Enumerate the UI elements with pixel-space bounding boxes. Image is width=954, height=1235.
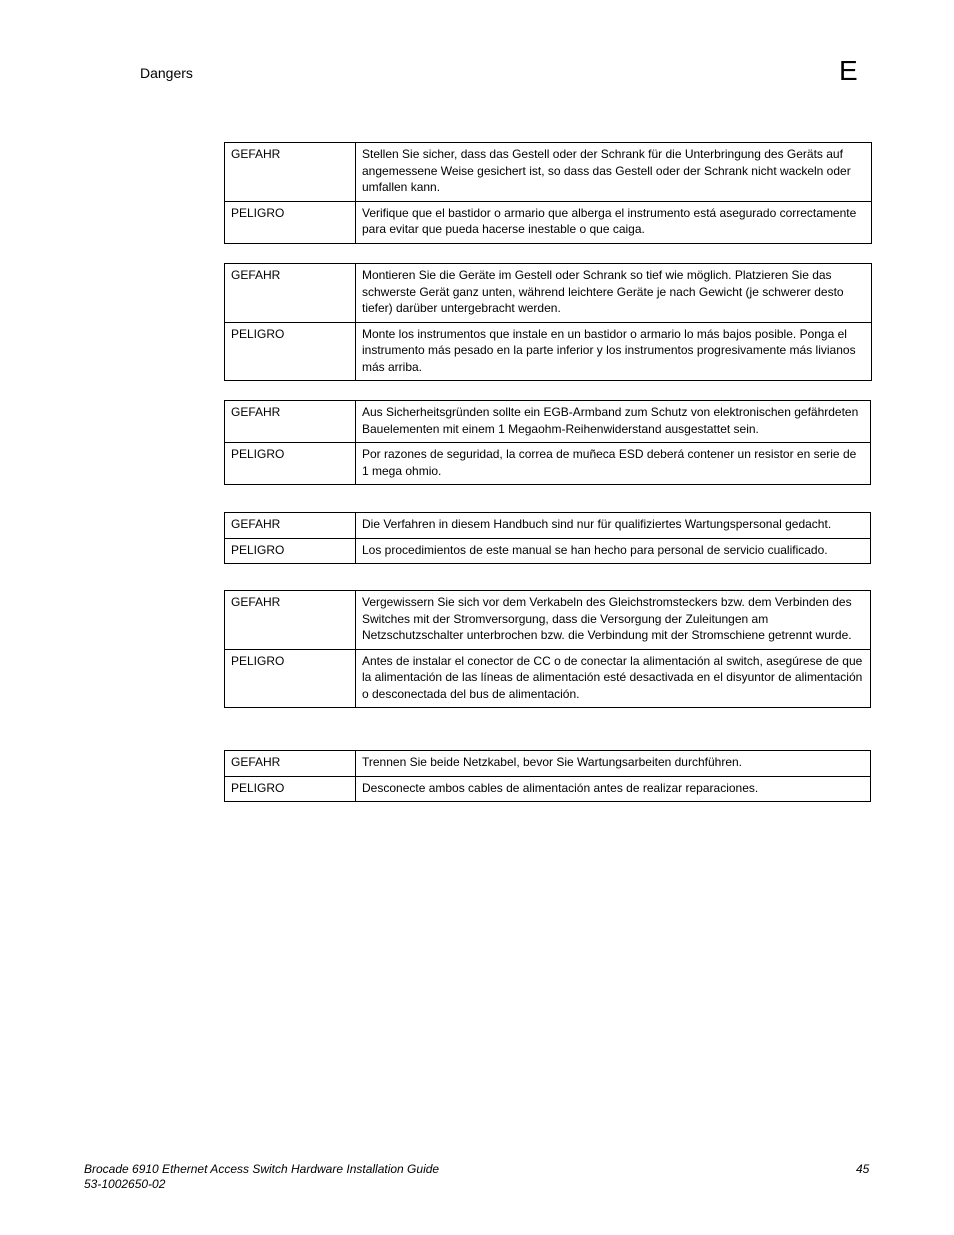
footer-doc-info [84,1162,439,1192]
table-row [225,264,872,323]
danger-text-de: Trennen Sie beide Netzkabel, bevor Sie Wartungsarbeiten durchführen. [356,751,871,777]
danger-label-gefahr: GEFAHR [225,401,356,443]
danger-text-de: Vergewissern Sie sich vor dem Verkabeln des Gleichstromsteckers bzw. dem Verbinden des Switches mit der Stromversorgung, dass die Versorgung der Zuleitungen am Netzschutzschalter unterbrochen bzw. die Verbindung mit der Stromschiene getrennt wurde. [356,591,871,650]
table-row [225,513,871,539]
danger-text-es: Verifique que el bastidor o armario que alberga el instrumento está asegurado correctamente para evitar que pueda hacerse inestable o que caiga. [356,201,872,243]
danger-table-power-cords [224,750,871,802]
danger-label-peligro: PELIGRO [225,649,356,708]
danger-text-de: Aus Sicherheitsgründen sollte ein EGB-Armband zum Schutz von elektronischen gefährdeten Bauelementen mit einem 1 Megaohm-Reihenwiderstand ausgestattet sein. [356,401,871,443]
danger-label-peligro: PELIGRO [225,538,356,564]
table-row [225,143,872,202]
danger-label-gefahr: GEFAHR [225,264,356,323]
table-row [225,322,872,381]
footer-doc-number: 53-1002650-02 [84,1177,166,1191]
danger-table-rack-secure [224,142,872,244]
table-row [225,776,871,802]
appendix-letter: E [839,55,858,86]
table-row [225,538,871,564]
danger-label-gefahr: GEFAHR [225,751,356,777]
danger-text-es: Antes de instalar el conector de CC o de conectar la alimentación al switch, asegúrese de que la alimentación de las líneas de alimentación esté desactivada en el disyuntor de alimentación o desconectada del bus de alimentación. [356,649,871,708]
table-row [225,649,871,708]
danger-label-peligro: PELIGRO [225,322,356,381]
danger-label-gefahr: GEFAHR [225,143,356,202]
danger-label-peligro: PELIGRO [225,776,356,802]
danger-table-rack-mounting [224,263,872,381]
page-number: 45 [856,1162,870,1176]
footer-guide-title: Brocade 6910 Ethernet Access Switch Hardware Installation Guide [84,1162,440,1176]
table-row [225,443,871,485]
table-row [225,751,871,777]
table-row [225,401,871,443]
danger-text-es: Los procedimientos de este manual se han hecho para personal de servicio cualificado. [356,538,871,564]
danger-table-dc-power [224,590,871,708]
danger-label-peligro: PELIGRO [225,443,356,485]
danger-text-es: Monte los instrumentos que instale en un bastidor o armario lo más bajos posible. Ponga el instrumento más pesado en la parte inferior y los instrumentos progresivamente más livianos más arriba. [356,322,872,381]
table-row [225,201,872,243]
danger-text-es: Por razones de seguridad, la correa de muñeca ESD deberá contener un resistor en serie de 1 mega ohmio. [356,443,871,485]
danger-text-de: Montieren Sie die Geräte im Gestell oder Schrank so tief wie möglich. Platzieren Sie das schwerste Gerät ganz unten, während leichtere Geräte je nach Gewicht (je schwerer desto tiefer) darüber untergebracht werden. [356,264,872,323]
danger-text-de: Stellen Sie sicher, dass das Gestell oder der Schrank für die Unterbringung des Geräts auf angemessene Weise gesichert ist, so dass das Gestell oder der Schrank nicht wackeln oder umfallen kann. [356,143,872,202]
section-title: Dangers [140,65,193,81]
danger-text-es: Desconecte ambos cables de alimentación antes de realizar reparaciones. [356,776,871,802]
danger-table-esd-strap [224,400,871,485]
danger-label-peligro: PELIGRO [225,201,356,243]
danger-label-gefahr: GEFAHR [225,513,356,539]
danger-label-gefahr: GEFAHR [225,591,356,650]
danger-table-qualified-personnel [224,512,871,564]
table-row [225,591,871,650]
danger-text-de: Die Verfahren in diesem Handbuch sind nur für qualifiziertes Wartungspersonal gedacht. [356,513,871,539]
